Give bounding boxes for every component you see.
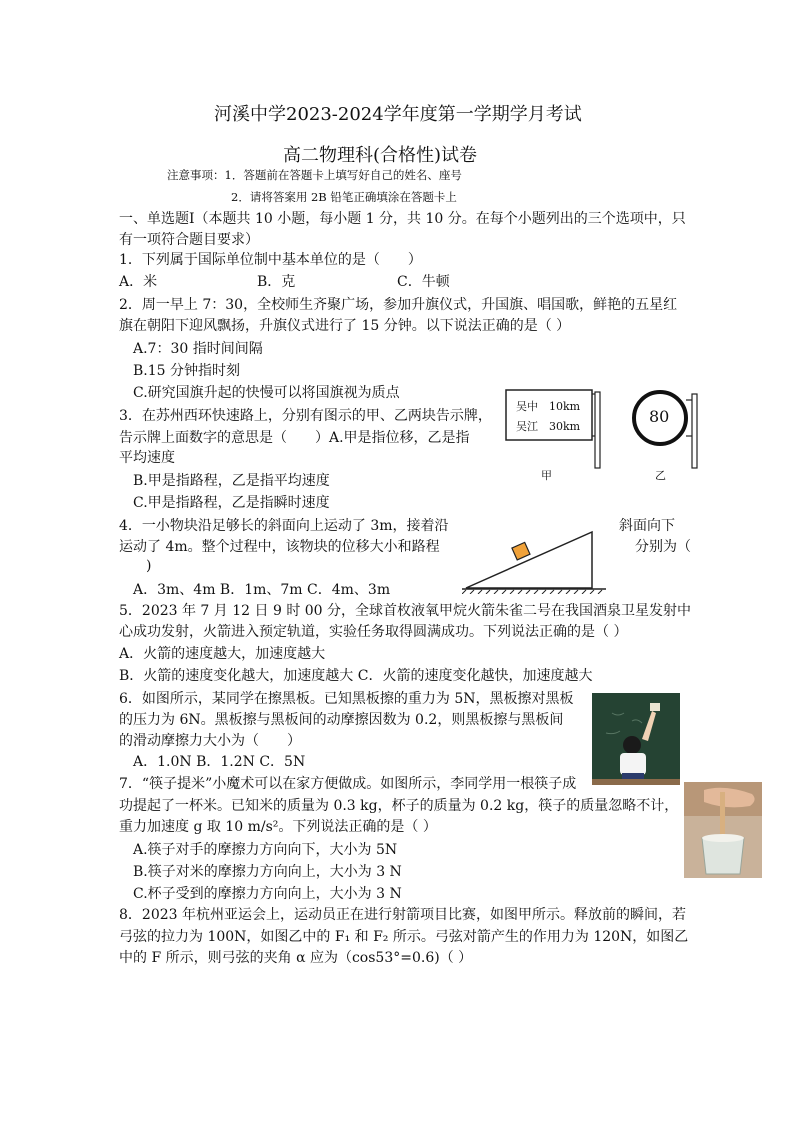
q1-stem: 1．下列属于国际单位制中基本单位的是（ ） bbox=[119, 252, 422, 268]
q2-option-b: B.15 分钟指时刻 bbox=[133, 363, 241, 379]
sign-yi-figure bbox=[630, 390, 702, 470]
q3-option-c: C.甲是指路程，乙是指瞬时速度 bbox=[133, 495, 330, 511]
page-subtitle: 高二物理科(合格性)试卷 bbox=[283, 145, 478, 166]
q7-option-c: C.杯子受到的摩擦力方向向上，大小为 3 N bbox=[133, 886, 402, 902]
q8-stem-line-1: 8．2023 年杭州亚运会上，运动员正在进行射箭项目比赛，如图甲所示。释放前的瞬间，若 bbox=[119, 907, 686, 923]
sign-yi-caption: 乙 bbox=[655, 469, 666, 482]
q4-stem-line-2a: 运动了 4m。整个过程中，该物块的位移大小和路程 bbox=[119, 539, 440, 555]
sign-jia-line-1: 吴中 10km bbox=[516, 400, 581, 413]
q3-stem-line-1: 3．在苏州西环快速路上，分别有图示的甲、乙两块告示牌， bbox=[119, 408, 492, 424]
q1-option-b: B．克 bbox=[257, 274, 296, 290]
q4-stem-line-2b: 分别为（ bbox=[635, 539, 691, 555]
chopstick-cup-photo bbox=[684, 782, 762, 878]
sign-jia-caption: 甲 bbox=[541, 469, 552, 482]
section-heading-line-2: 有一项符合题目要求） bbox=[119, 232, 259, 248]
q2-stem-line-2: 旗在朝阳下迎风飘扬，升旗仪式进行了 15 分钟。以下说法正确的是（ ） bbox=[119, 318, 571, 334]
q2-option-a: A.7：30 指时间间隔 bbox=[133, 341, 263, 357]
q3-stem-line-2: 告示牌上面数字的意思是（ ）A.甲是指位移，乙是指 bbox=[119, 430, 470, 446]
notice-line-1: 注意事项：1．答题前在答题卡上填写好自己的姓名、座号 bbox=[167, 168, 462, 182]
q1-option-c: C．牛顿 bbox=[397, 274, 450, 290]
blackboard-photo bbox=[592, 693, 680, 785]
q4-stem-line-1b: 斜面向下 bbox=[619, 518, 675, 534]
q3-stem-line-3: 平均速度 bbox=[119, 450, 175, 466]
sign-yi-value: 80 bbox=[649, 407, 670, 426]
q8-stem-line-2: 弓弦的拉力为 100N，如图乙中的 F₁ 和 F₂ 所示。弓弦对箭产生的作用力为 120N，如图乙 bbox=[119, 929, 689, 945]
q7-option-b: B.筷子对米的摩擦力方向向上，大小为 3 N bbox=[133, 864, 402, 880]
section-heading-line-1: 一、单选题Ⅰ（本题共 10 小题，每小题 1 分，共 10 分。在每个小题列出的三个选项中，只 bbox=[119, 211, 686, 227]
q2-stem-line-1: 2．周一早上 7：30，全校师生齐聚广场，参加升旗仪式，升国旗、唱国歌，鲜艳的五星红 bbox=[119, 297, 678, 313]
q3-option-b: B.甲是指路程，乙是指平均速度 bbox=[133, 473, 330, 489]
q4-stem-line-1a: 4．一小物块沿足够长的斜面向上运动了 3m，接着沿 bbox=[119, 518, 449, 534]
q7-stem-line-3: 重力加速度 g 取 10 m/s²。下列说法正确的是（ ） bbox=[119, 819, 437, 835]
q5-options-bc: B．火箭的速度变化越大，加速度越大 C．火箭的速度变化越快，加速度越大 bbox=[119, 668, 593, 684]
q8-stem-line-3: 中的 F 所示，则弓弦的夹角 α 应为（cos53°=0.6)（ ） bbox=[119, 950, 473, 966]
q7-stem-line-2: 功提起了一杯米。已知米的质量为 0.3 kg，杯子的质量为 0.2 kg，筷子的质量忽略不计， bbox=[119, 798, 679, 814]
q4-options: A．3m、4m B．1m、7m C．4m、3m bbox=[133, 582, 391, 598]
notice-line-2: 2．请将答案用 2B 铅笔正确填涂在答题卡上 bbox=[231, 190, 457, 204]
q5-stem-line-2: 心成功发射，火箭进入预定轨道，实验任务取得圆满成功。下列说法正确的是（ ） bbox=[119, 624, 628, 640]
q1-option-a: A．米 bbox=[119, 274, 158, 290]
q5-stem-line-1: 5．2023 年 7 月 12 日 9 时 00 分，全球首枚液氧甲烷火箭朱雀二号在我国酒泉卫星发射中 bbox=[119, 603, 692, 619]
q7-stem-line-1: 7．“筷子提米”小魔术可以在家方便做成。如图所示，李同学用一根筷子成 bbox=[119, 776, 577, 792]
q6-stem-line-3: 的滑动摩擦力大小为（ ） bbox=[119, 733, 301, 749]
incline-figure bbox=[462, 528, 608, 594]
page-title: 河溪中学2023-2024学年度第一学期学月考试 bbox=[214, 104, 582, 125]
q6-stem-line-1: 6．如图所示，某同学在擦黑板。已知黑板擦的重力为 5N，黑板擦对黑板 bbox=[119, 691, 574, 707]
q7-option-a: A.筷子对手的摩擦力方向向下，大小为 5N bbox=[133, 842, 398, 858]
q5-option-a: A．火箭的速度越大，加速度越大 bbox=[119, 646, 326, 662]
q6-stem-line-2: 的压力为 6N。黑板擦与黑板间的动摩擦因数为 0.2，则黑板擦与黑板间 bbox=[119, 712, 564, 728]
q4-stem-line-3: ) bbox=[146, 558, 152, 574]
sign-jia-line-2: 吴江 30km bbox=[516, 420, 581, 433]
q6-options: A．1.0N B．1.2N C．5N bbox=[133, 754, 306, 770]
q2-option-c: C.研究国旗升起的快慢可以将国旗视为质点 bbox=[133, 385, 400, 401]
